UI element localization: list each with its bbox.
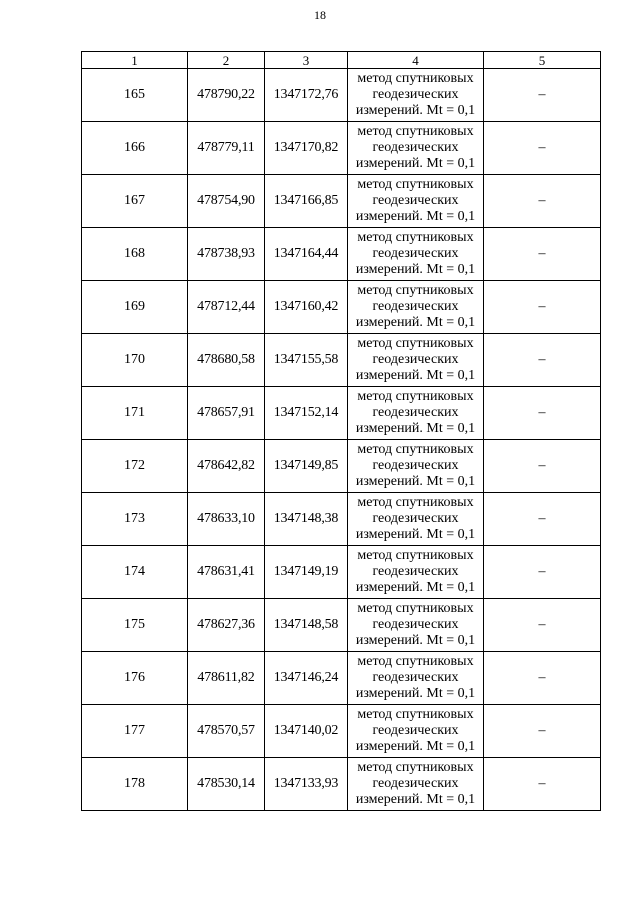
note-cell: – [484, 493, 601, 546]
method-line: геодезических [372, 564, 459, 579]
point-number-cell: 176 [82, 652, 188, 705]
header-row [82, 52, 601, 69]
method-line: измерений. Mt = 0,1 [355, 739, 476, 754]
method-line: геодезических [372, 140, 459, 155]
method-cell [348, 599, 484, 652]
method-line: измерений. Mt = 0,1 [355, 686, 476, 701]
method-line: измерений. Mt = 0,1 [355, 633, 476, 648]
note-cell: – [484, 705, 601, 758]
point-number-cell: 169 [82, 281, 188, 334]
x-coordinate-cell: 478631,41 [188, 546, 265, 599]
y-coordinate-cell: 1347148,58 [265, 599, 348, 652]
method-cell [348, 652, 484, 705]
method-line: геодезических [372, 617, 459, 632]
x-coordinate-cell: 478712,44 [188, 281, 265, 334]
method-line: метод спутниковых [357, 336, 474, 351]
table-row [82, 705, 601, 758]
column-header-5: 5 [484, 52, 601, 69]
note-cell: – [484, 69, 601, 122]
y-coordinate-cell: 1347170,82 [265, 122, 348, 175]
x-coordinate-cell: 478570,57 [188, 705, 265, 758]
point-number-cell: 177 [82, 705, 188, 758]
method-line: метод спутниковых [357, 707, 474, 722]
method-line: измерений. Mt = 0,1 [355, 315, 476, 330]
method-line: измерений. Mt = 0,1 [355, 262, 476, 277]
table-row [82, 758, 601, 811]
method-cell [348, 705, 484, 758]
note-cell: – [484, 599, 601, 652]
method-line: метод спутниковых [357, 654, 474, 669]
point-number-cell: 175 [82, 599, 188, 652]
method-line: геодезических [372, 87, 459, 102]
method-line: геодезических [372, 405, 459, 420]
column-header-2: 2 [188, 52, 265, 69]
method-line: метод спутниковых [357, 177, 474, 192]
method-line: метод спутниковых [357, 389, 474, 404]
method-line: геодезических [372, 352, 459, 367]
x-coordinate-cell: 478680,58 [188, 334, 265, 387]
method-line: измерений. Mt = 0,1 [355, 209, 476, 224]
y-coordinate-cell: 1347148,38 [265, 493, 348, 546]
table-row [82, 334, 601, 387]
table-row [82, 599, 601, 652]
method-line: геодезических [372, 511, 459, 526]
method-line: измерений. Mt = 0,1 [355, 527, 476, 542]
column-header-1: 1 [82, 52, 188, 69]
page-number: 18 [314, 8, 326, 22]
column-header-3: 3 [265, 52, 348, 69]
note-cell: – [484, 546, 601, 599]
note-cell: – [484, 281, 601, 334]
method-line: метод спутниковых [357, 71, 474, 86]
point-number-cell: 165 [82, 69, 188, 122]
y-coordinate-cell: 1347140,02 [265, 705, 348, 758]
coordinates-table [81, 51, 601, 811]
point-number-cell: 168 [82, 228, 188, 281]
method-line: измерений. Mt = 0,1 [355, 368, 476, 383]
y-coordinate-cell: 1347172,76 [265, 69, 348, 122]
method-line: измерений. Mt = 0,1 [355, 156, 476, 171]
y-coordinate-cell: 1347146,24 [265, 652, 348, 705]
method-line: метод спутниковых [357, 495, 474, 510]
note-cell: – [484, 440, 601, 493]
table-body [82, 69, 601, 811]
method-line: метод спутниковых [357, 601, 474, 616]
method-line: метод спутниковых [357, 283, 474, 298]
point-number-cell: 174 [82, 546, 188, 599]
point-number-cell: 171 [82, 387, 188, 440]
method-line: метод спутниковых [357, 230, 474, 245]
point-number-cell: 170 [82, 334, 188, 387]
note-cell: – [484, 652, 601, 705]
y-coordinate-cell: 1347133,93 [265, 758, 348, 811]
table-row [82, 546, 601, 599]
note-cell: – [484, 122, 601, 175]
note-cell: – [484, 228, 601, 281]
method-cell [348, 281, 484, 334]
table-row [82, 440, 601, 493]
method-line: измерений. Mt = 0,1 [355, 421, 476, 436]
method-line: измерений. Mt = 0,1 [355, 792, 476, 807]
method-cell [348, 758, 484, 811]
x-coordinate-cell: 478530,14 [188, 758, 265, 811]
x-coordinate-cell: 478790,22 [188, 69, 265, 122]
method-line: геодезических [372, 670, 459, 685]
x-coordinate-cell: 478779,11 [188, 122, 265, 175]
table-row [82, 122, 601, 175]
y-coordinate-cell: 1347155,58 [265, 334, 348, 387]
x-coordinate-cell: 478611,82 [188, 652, 265, 705]
table-row [82, 387, 601, 440]
method-line: геодезических [372, 193, 459, 208]
point-number-cell: 173 [82, 493, 188, 546]
note-cell: – [484, 758, 601, 811]
method-cell [348, 175, 484, 228]
table-row [82, 69, 601, 122]
method-line: геодезических [372, 458, 459, 473]
point-number-cell: 178 [82, 758, 188, 811]
method-cell [348, 493, 484, 546]
x-coordinate-cell: 478642,82 [188, 440, 265, 493]
note-cell: – [484, 175, 601, 228]
method-line: геодезических [372, 246, 459, 261]
note-cell: – [484, 387, 601, 440]
method-line: измерений. Mt = 0,1 [355, 103, 476, 118]
y-coordinate-cell: 1347149,85 [265, 440, 348, 493]
y-coordinate-cell: 1347152,14 [265, 387, 348, 440]
method-line: метод спутниковых [357, 760, 474, 775]
method-line: геодезических [372, 776, 459, 791]
point-number-cell: 166 [82, 122, 188, 175]
column-header-4: 4 [348, 52, 484, 69]
y-coordinate-cell: 1347149,19 [265, 546, 348, 599]
method-line: геодезических [372, 299, 459, 314]
table-row [82, 281, 601, 334]
method-line: метод спутниковых [357, 548, 474, 563]
x-coordinate-cell: 478627,36 [188, 599, 265, 652]
method-cell [348, 440, 484, 493]
x-coordinate-cell: 478754,90 [188, 175, 265, 228]
point-number-cell: 172 [82, 440, 188, 493]
method-line: измерений. Mt = 0,1 [355, 474, 476, 489]
method-cell [348, 69, 484, 122]
y-coordinate-cell: 1347160,42 [265, 281, 348, 334]
x-coordinate-cell: 478633,10 [188, 493, 265, 546]
method-line: измерений. Mt = 0,1 [355, 580, 476, 595]
point-number-cell: 167 [82, 175, 188, 228]
note-cell: – [484, 334, 601, 387]
method-cell [348, 334, 484, 387]
method-line: метод спутниковых [357, 124, 474, 139]
method-cell [348, 546, 484, 599]
method-cell [348, 122, 484, 175]
method-cell [348, 387, 484, 440]
table-row [82, 175, 601, 228]
method-line: геодезических [372, 723, 459, 738]
table-header [82, 52, 601, 69]
table-row [82, 228, 601, 281]
y-coordinate-cell: 1347164,44 [265, 228, 348, 281]
table-row [82, 652, 601, 705]
method-line: метод спутниковых [357, 442, 474, 457]
table-row [82, 493, 601, 546]
method-cell [348, 228, 484, 281]
x-coordinate-cell: 478657,91 [188, 387, 265, 440]
x-coordinate-cell: 478738,93 [188, 228, 265, 281]
y-coordinate-cell: 1347166,85 [265, 175, 348, 228]
